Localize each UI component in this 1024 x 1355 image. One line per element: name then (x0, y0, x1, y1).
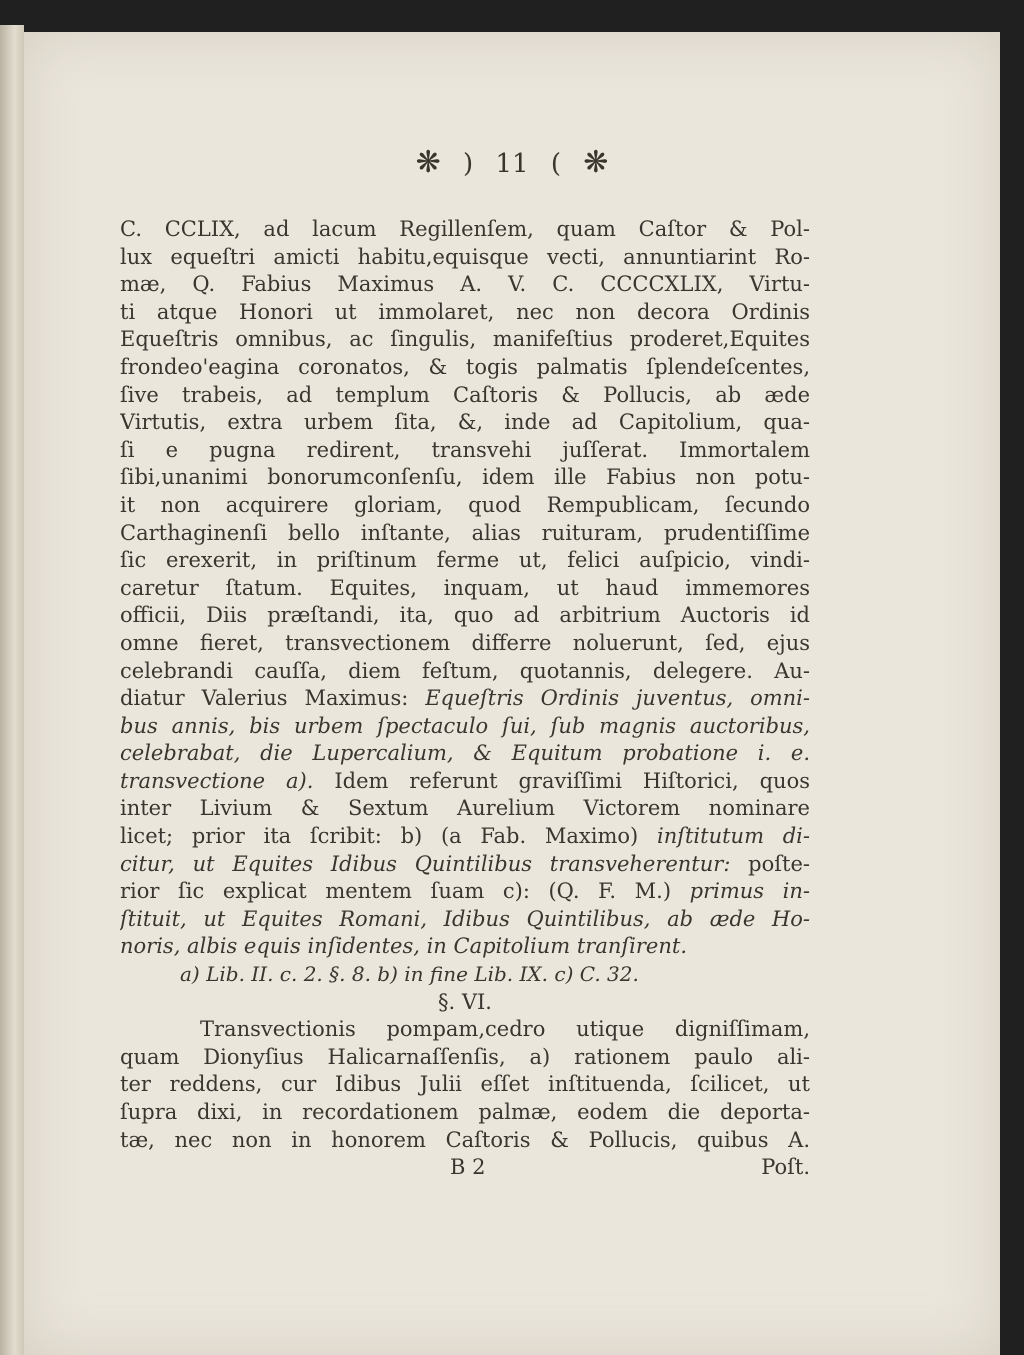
text-line: ſi e pugna redirent, transvehi juſſerat. Immortalem (120, 437, 810, 462)
book-page (24, 32, 1000, 1355)
text-line: ter reddens, cur Idibus Julii eſſet inſtituenda, ſcilicet, ut (120, 1072, 810, 1097)
text-line: mæ, Q. Fabius Maximus A. V. C. CCCCXLIX, Virtu- (120, 272, 810, 297)
text-line: Carthaginenſi bello inſtante, alias ruituram, prudentiſſime (120, 520, 810, 545)
text-line: officii, Diis præſtandi, ita, quo ad arbitrium Auctoris id (120, 603, 810, 628)
text-line: caretur ſtatum. Equites, inquam, ut haud immemores (120, 575, 810, 600)
ornament-left-icon: ❋ (415, 145, 441, 180)
text-roman: poſte- (748, 851, 810, 876)
text-line: celebrandi cauſſa, diem feſtum, quotannis, delegere. Au- (120, 658, 810, 683)
text-line: omne fieret, transvectionem differre noluerunt, ſed, ejus (120, 630, 810, 655)
text-line: ſic erexerit, in priſtinum ferme ut, felici auſpicio, vindi- (120, 548, 810, 573)
page-footer (120, 1154, 810, 1182)
running-header (24, 145, 1000, 180)
text-line: lux equeſtri amicti habitu,equisque vecti, annuntiarint Ro- (120, 244, 810, 269)
bracket-right: ( (550, 149, 561, 179)
text-line: inter Livium & Sextum Aurelium Victorem nominare (120, 796, 810, 821)
ornament-right-icon: ❋ (583, 145, 609, 180)
section-heading: §. VI. (438, 989, 492, 1014)
catchword: Poſt. (761, 1155, 810, 1180)
bracket-left: ) (463, 149, 474, 179)
text-line: Equeſtris omnibus, ac ſingulis, manifeſtius proderet,Equites (120, 327, 810, 352)
main-text (120, 216, 810, 1182)
text-roman: rior ſic explicat mentem ſuam c): (Q. F. M.) (120, 879, 672, 904)
text-line: tæ, nec non in honorem Caſtoris & Pollucis, quibus A. (120, 1127, 810, 1152)
text-line: ti atque Honori ut immolaret, nec non decora Ordinis (120, 299, 810, 324)
quotation-line: ſtituit, ut Equites Romani, Idibus Quintilibus, ab æde Ho- (120, 906, 810, 931)
text-line (120, 878, 810, 906)
text-roman: Idem referunt graviſſimi Hiſtorici, quos (334, 768, 810, 793)
text-roman: diatur Valerius Maximus: (120, 686, 409, 711)
quotation-line: celebrabat, die Lupercalium, & Equitum probatione i. e. (120, 741, 810, 766)
text-line: quam Dionyſius Halicarnaſſenſis, a) rationem paulo ali- (120, 1044, 810, 1069)
page-number: 11 (495, 149, 529, 179)
text-line (120, 768, 810, 796)
quotation-italic: citur, ut Equites Idibus Quintilibus transveherentur: (120, 851, 731, 876)
quotation-italic: Equeſtris Ordinis juventus, omni- (425, 686, 810, 711)
text-line: frondeo'eagina coronatos, & togis palmatis ſplendeſcentes, (120, 354, 810, 379)
text-line: ſupra dixi, in recordationem palmæ, eodem die deporta- (120, 1100, 810, 1124)
quotation-line: bus annis, bis urbem ſpectaculo ſui, ſub magnis auctoribus, (120, 713, 810, 738)
text-line: ſibi,unanimi bonorumconſenſu, idem ille Fabius non potu- (120, 465, 810, 490)
adjacent-page-edge (0, 25, 24, 1355)
signature-mark: B 2 (450, 1155, 486, 1180)
text-line (120, 823, 810, 851)
footnotes: a) Lib. II. c. 2. §. 8. b) in fine Lib. IX. c) C. 32. (180, 962, 639, 987)
quotation-line: noris, albis equis inſidentes, in Capitolium tranſirent. (120, 934, 687, 959)
text-line (120, 851, 810, 879)
text-line: C. CCLIX, ad lacum Regillenſem, quam Caſtor & Pol- (120, 217, 810, 241)
text-line: Transvectionis pompam,cedro utique digniſſimam, (200, 1017, 810, 1042)
text-roman: licet; prior ita ſcribit: b) (a Fab. Maximo) (120, 824, 639, 849)
text-line: Virtutis, extra urbem ſita, &, inde ad Capitolium, qua- (120, 410, 810, 435)
text-line (120, 685, 810, 713)
quotation-italic: primus in- (689, 879, 810, 904)
text-line: ſive trabeis, ad templum Caſtoris & Pollucis, ab æde (120, 382, 810, 407)
quotation-italic: inſtitutum di- (656, 824, 810, 849)
quotation-italic: transvectione a). (120, 768, 314, 793)
text-line: it non acquirere gloriam, quod Rempublicam, ſecundo (120, 492, 810, 517)
